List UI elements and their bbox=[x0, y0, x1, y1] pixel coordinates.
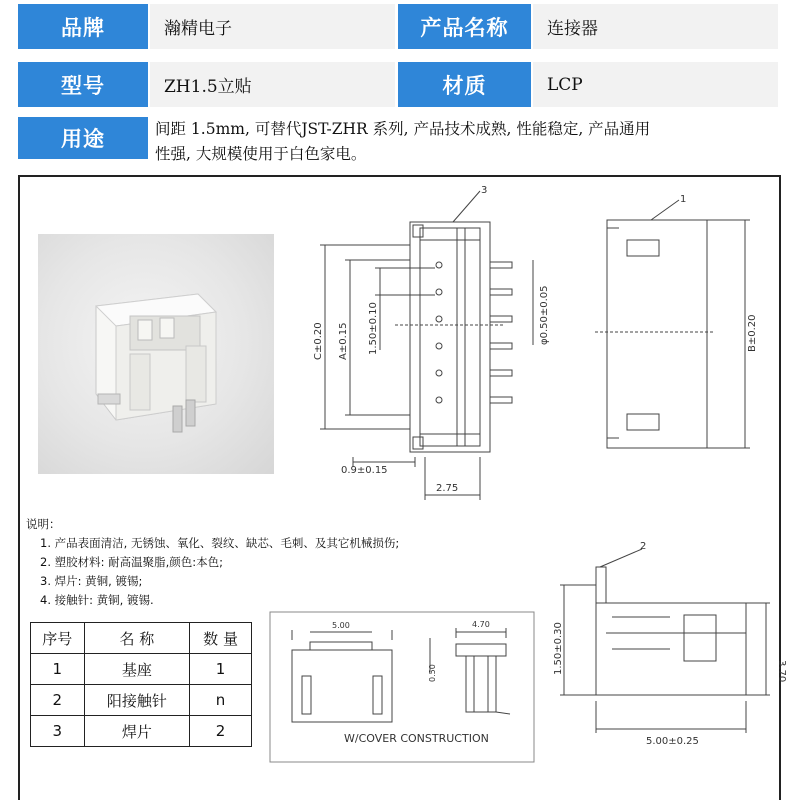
cell-qty: 1 bbox=[190, 654, 252, 685]
brand-value: 瀚精电子 bbox=[150, 4, 395, 49]
pin-lead bbox=[490, 397, 512, 403]
cell-index: 2 bbox=[31, 685, 85, 716]
product-name-value: 连接器 bbox=[533, 4, 778, 49]
notes-title: 说明： bbox=[26, 517, 61, 531]
dim-a: A±0.15 bbox=[338, 322, 349, 360]
model-value: ZH1.5立贴 bbox=[150, 62, 395, 107]
cell-qty: n bbox=[190, 685, 252, 716]
material-label: 材质 bbox=[398, 62, 531, 107]
dim-1-50-0-30: 1.50±0.30 bbox=[553, 622, 564, 675]
cell-index: 3 bbox=[31, 716, 85, 747]
dim-b: B±0.20 bbox=[747, 314, 758, 352]
table-row bbox=[31, 685, 252, 716]
pin-hole bbox=[436, 289, 442, 295]
pin-hole bbox=[436, 343, 442, 349]
product-photo bbox=[38, 234, 274, 474]
usage-text bbox=[155, 117, 775, 167]
dim-c: C±0.20 bbox=[313, 322, 324, 360]
usage-line-1: 间距 1.5mm, 可替代JST-ZHR 系列, 产品技术成熟, 性能稳定, 产品通用 bbox=[155, 120, 651, 138]
header-name: 名 称 bbox=[84, 623, 190, 654]
pin-hole bbox=[436, 397, 442, 403]
note-item: 1. 产品表面清洁, 无锈蚀、氧化、裂纹、缺芯、毛刺、及其它机械损伤; bbox=[40, 536, 400, 550]
cover-caption: W/COVER CONSTRUCTION bbox=[344, 732, 489, 745]
table-header-row bbox=[31, 623, 252, 654]
dim-0-9: 0.9±0.15 bbox=[341, 465, 388, 476]
parts-table bbox=[30, 622, 252, 747]
notes-section bbox=[26, 515, 399, 610]
dim-0-50: 0.50 bbox=[428, 664, 437, 682]
dim-5-00-0-25: 5.00±0.25 bbox=[646, 736, 699, 747]
cell-name: 焊片 bbox=[84, 716, 190, 747]
note-item: 4. 接触针: 黄铜, 镀锡. bbox=[40, 593, 154, 607]
dim-3-70: 3.70 bbox=[776, 660, 787, 683]
callout-1: 1 bbox=[680, 194, 687, 205]
dim-2-75: 2.75 bbox=[436, 483, 459, 494]
front-view-drawing bbox=[305, 185, 575, 505]
pin-lead bbox=[490, 316, 512, 322]
pin-hole bbox=[436, 316, 442, 322]
side-view-drawing bbox=[595, 192, 765, 457]
dim-pin-diameter: φ0.50±0.05 bbox=[539, 285, 550, 345]
material-value: LCP bbox=[533, 62, 778, 107]
pin-lead bbox=[490, 343, 512, 349]
header-qty: 数 量 bbox=[190, 623, 252, 654]
pin-hole bbox=[436, 262, 442, 268]
product-name-label: 产品名称 bbox=[398, 4, 531, 49]
callout-2: 2 bbox=[640, 541, 647, 552]
header-index: 序号 bbox=[31, 623, 85, 654]
pin-lead bbox=[490, 289, 512, 295]
dim-5-00: 5.00 bbox=[332, 621, 350, 630]
cover-construction-drawing bbox=[270, 612, 534, 762]
pin-lead bbox=[490, 370, 512, 376]
usage-label: 用途 bbox=[18, 117, 148, 159]
table-row bbox=[31, 654, 252, 685]
usage-line-2: 性强, 大规模使用于白色家电。 bbox=[155, 145, 367, 163]
connector-illustration bbox=[38, 234, 274, 474]
model-label: 型号 bbox=[18, 62, 148, 107]
callout-3: 3 bbox=[481, 185, 488, 196]
cell-name: 阳接触针 bbox=[84, 685, 190, 716]
note-item: 2. 塑胶材料: 耐高温聚脂,颜色:本色; bbox=[40, 555, 224, 569]
brand-label: 品牌 bbox=[18, 4, 148, 49]
table-row bbox=[31, 716, 252, 747]
pin-hole bbox=[436, 370, 442, 376]
pin-lead bbox=[490, 262, 512, 268]
dim-pitch: 1.50±0.10 bbox=[368, 302, 379, 355]
note-item: 3. 焊片: 黄铜, 镀锡; bbox=[40, 574, 143, 588]
dim-4-70: 4.70 bbox=[472, 620, 490, 629]
profile-view-drawing bbox=[550, 541, 787, 747]
cell-name: 基座 bbox=[84, 654, 190, 685]
cell-index: 1 bbox=[31, 654, 85, 685]
cell-qty: 2 bbox=[190, 716, 252, 747]
